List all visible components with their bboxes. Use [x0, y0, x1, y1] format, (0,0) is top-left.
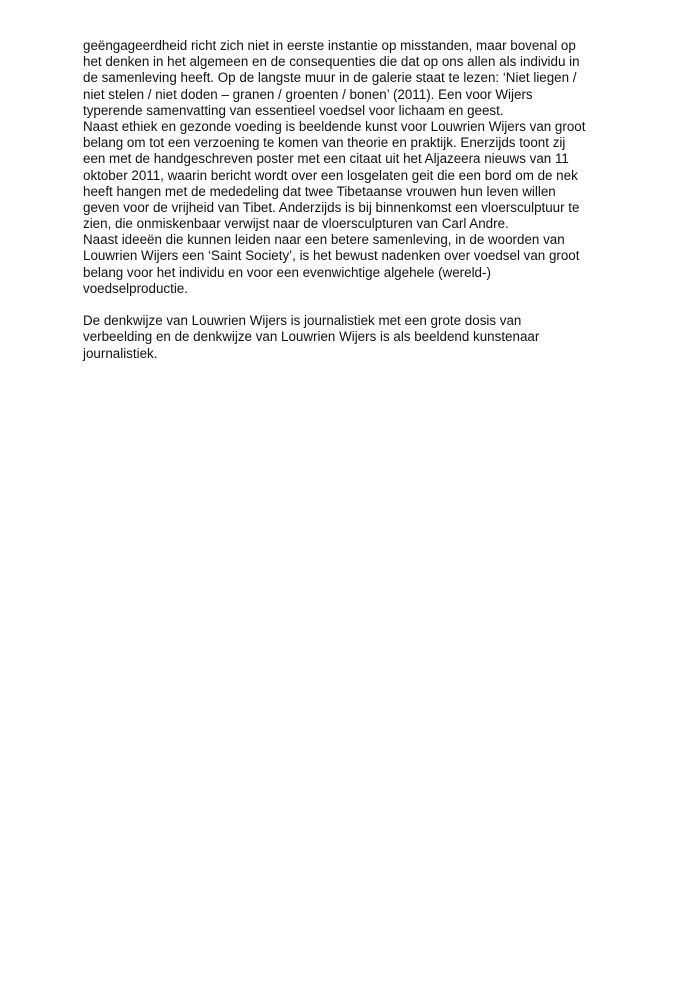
text-line: geëngageerdheid richt zich niet in eerste instantie op misstanden, maar bovenal op [83, 38, 576, 53]
text-line: belang voor het individu en voor een evenwichtige algehele (wereld-) [83, 264, 491, 280]
paragraph-saint-society [83, 232, 623, 297]
text-line: verbeelding en de denkwijze van Louwrien Wijers is als beeldend kunstenaar [83, 329, 540, 345]
text-line: Naast ideeën die kunnen leiden naar een betere samenleving, in de woorden van [83, 232, 565, 248]
text-line: Louwrien Wijers een ‘Saint Society’, is het bewust nadenken over voedsel van groot [83, 248, 580, 264]
paragraph-conclusion [83, 313, 623, 362]
text-line: De denkwijze van Louwrien Wijers is journalistiek met een grote dosis van [83, 313, 522, 329]
text-line: typerende samenvatting van essentieel voedsel voor lichaam en geest. [83, 102, 504, 118]
text-line: zien, die onmiskenbaar verwijst naar de vloersculpturen van Carl Andre. [83, 216, 509, 232]
text-line: journalistiek. [83, 345, 158, 361]
text-line: de samenleving heeft. Op de langste muur in de galerie staat te lezen: ‘Niet liegen / [83, 70, 577, 86]
text-line: een met de handgeschreven poster met een citaat uit het Aljazeera nieuws van 11 [83, 151, 569, 167]
paragraph-ethics-intro [83, 38, 623, 119]
paragraph-spacer [83, 297, 623, 313]
text-line: heeft hangen met de mededeling dat twee Tibetaanse vrouwen hun leven willen [83, 183, 556, 199]
text-line: geven voor de vrijheid van Tibet. Anderzijds is bij binnenkomst een vloersculptuur te [83, 199, 580, 215]
text-line: Naast ethiek en gezonde voeding is beeldende kunst voor Louwrien Wijers van groot [83, 118, 586, 134]
text-line: niet stelen / niet doden – granen / groenten / bonen’ (2011). Een voor Wijers [83, 86, 533, 102]
text-line: het denken in het algemeen en de consequenties die dat op ons allen als individu in [83, 54, 580, 70]
body-text [83, 38, 623, 362]
paragraph-art-practice [83, 119, 623, 232]
text-line: voedselproductie. [83, 280, 188, 296]
text-line: oktober 2011, waarin bericht wordt over een losgelaten geit die een bord om de nek [83, 167, 578, 183]
text-line: belang om tot een verzoening te komen van theorie en praktijk. Enerzijds toont zij [83, 135, 566, 151]
